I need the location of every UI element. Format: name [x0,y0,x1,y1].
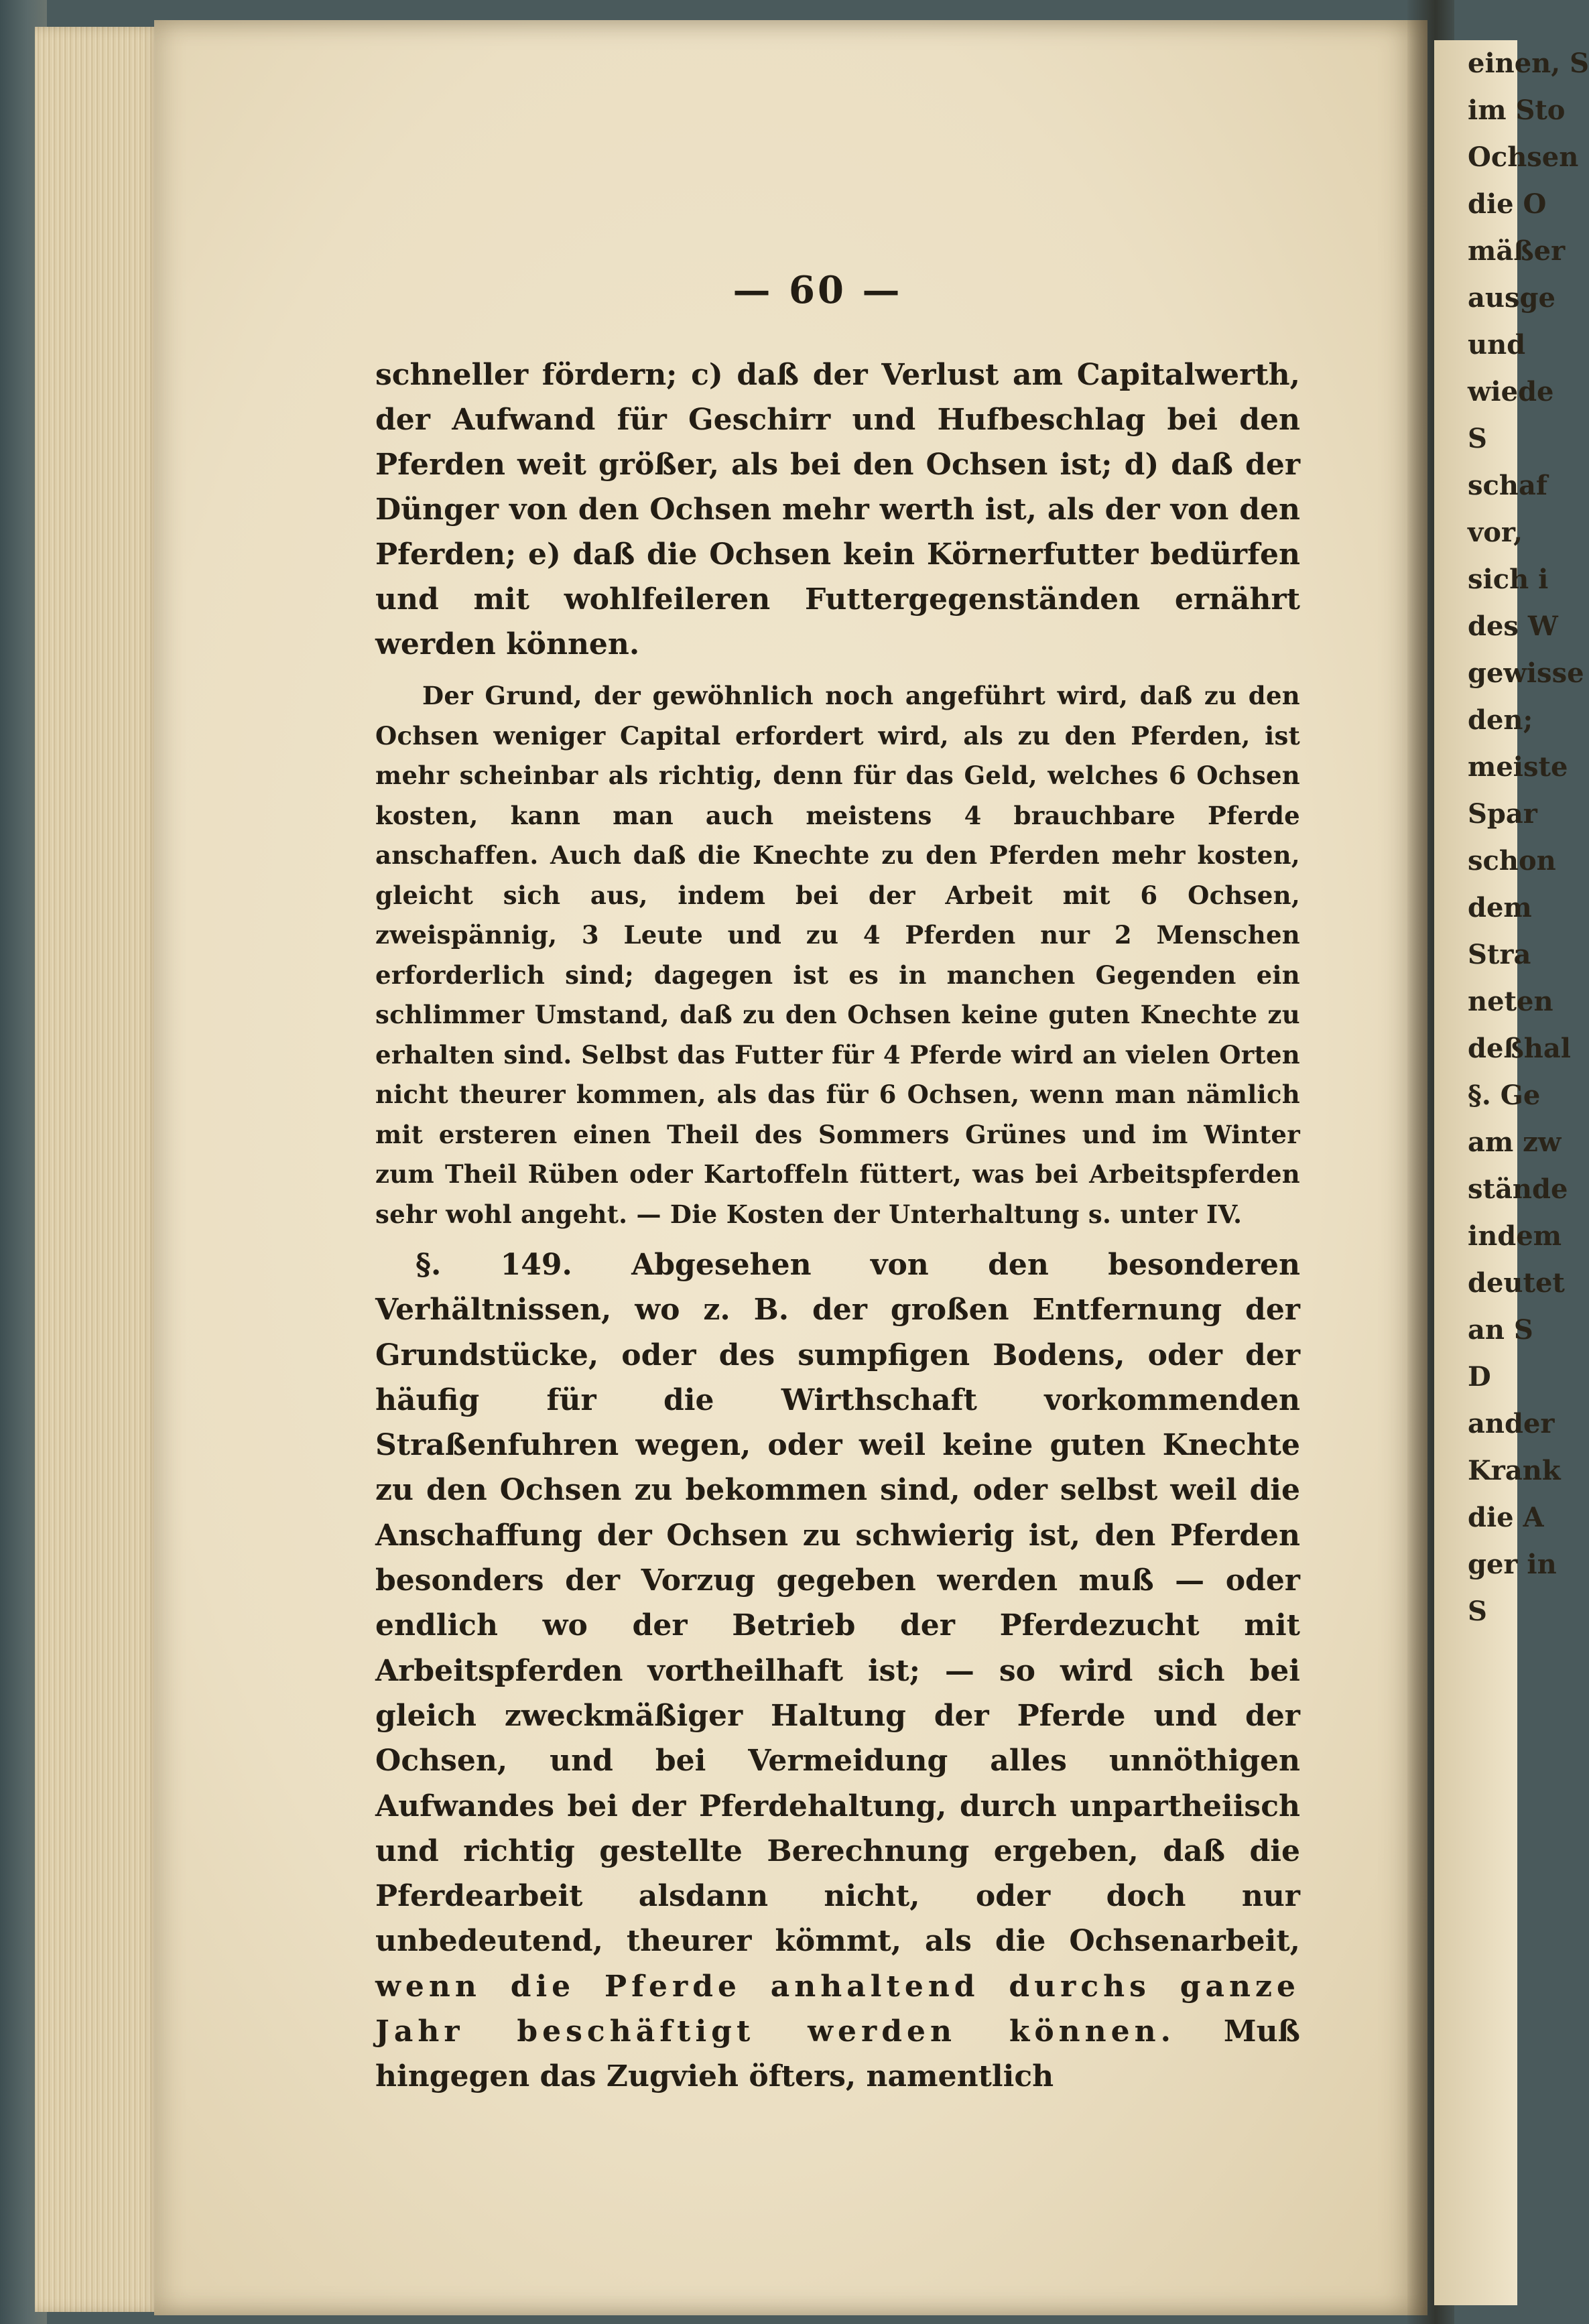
facing-line: stände [1468,1173,1568,1205]
facing-line: schon [1468,845,1556,877]
facing-line: und [1468,329,1526,361]
section-149-main-text: §. 149. Abgesehen von den besonderen Verhältnissen, wo z. B. der großen Entfernung der Grundstücke, oder des sumpfigen Bodens, oder der häufig für die Wirthschaft vorkommenden Straßenfuhren wegen, oder weil keine guten Knechte zu den Ochsen zu bekommen sind, oder selbst weil die Anschaffung der Ochsen zu schwierig ist, den Pferden besonders der Vorzug gegeben werden muß — oder endlich wo der Betrieb der Pferdezucht mit Arbeitspferden vortheilhaft ist; — so wird sich bei gleich zweckmäßiger Haltung der Pferde und der Ochsen, und bei Vermeidung alles unnöthigen Aufwandes bei der Pferdehaltung, durch unpartheiisch und richtig gestellte Berechnung ergeben, daß die Pferdearbeit alsdann nicht, oder doch nur unbedeutend, theurer kömmt, als die Ochsenarbeit, [375,1248,1300,1959]
facing-line: den; [1468,704,1533,736]
section-149-emphasis: wenn die Pferde anhaltend durchs ganze Jahr beschäftigt werden können. [375,1969,1300,2049]
facing-line: die A [1468,1502,1544,1533]
facing-line: wiede [1468,376,1554,407]
page-number-header: — 60 — [733,268,903,312]
facing-line: S [1468,1596,1487,1627]
facing-line: deßhal [1468,1033,1572,1064]
facing-line: ger in [1468,1549,1557,1580]
facing-line: mäßer [1468,235,1566,267]
paragraph-continuation: schneller fördern; c) daß der Verlust am Capitalwerth, der Aufwand für Geschirr und Hufbeschlag bei den Pferden weit größer, als bei den Ochsen ist; d) daß der Dünger von den Ochsen mehr werth ist, als der von den Pferden; e) daß die Ochsen kein Körnerfutter bedürfen und mit wohlfeileren Futtergegenständen ernährt werden können. [375,358,1300,661]
paragraph-note: Der Grund, der gewöhnlich noch angeführt wird, daß zu den Ochsen weniger Capital erfordert wird, als zu den Pferden, ist mehr scheinbar als richtig, denn für das Geld, welches 6 Ochsen kosten, kann man auch meistens 4 brauchbare Pferde anschaffen. Auch daß die Knechte zu den Pferden mehr kosten, gleicht sich aus, indem bei der Arbeit mit 6 Ochsen, zweispännig, 3 Leute und zu 4 Pferden nur 2 Menschen erforderlich sind; dagegen ist es in manchen Gegenden ein schlimmer Umstand, daß zu den Ochsen keine guten Knechte zu erhalten sind. Selbst das Futter für 4 Pferde wird an vielen Orten nicht theurer kommen, als das für 6 Ochsen, wenn man nämlich mit ersteren einen Theil des Sommers Grünes und im Winter zum Theil Rüben oder Kartoffeln füttert, was bei Arbeitspferden sehr wohl angeht. — Die Kosten der Unterhaltung s. unter IV. [375,681,1300,1229]
facing-line: Spar [1468,798,1537,830]
facing-line: ander [1468,1408,1555,1439]
facing-line: schaf [1468,470,1548,501]
facing-line: sich i [1468,564,1549,595]
facing-line: D [1468,1361,1491,1393]
facing-line: neten [1468,986,1553,1017]
facing-line: einen, S [1468,48,1589,79]
facing-line: indem [1468,1220,1562,1252]
facing-line: an S [1468,1314,1533,1346]
facing-line: gewisse [1468,657,1584,689]
facing-line: Ochsen [1468,141,1579,173]
facing-page-fragment [1434,40,1589,2305]
facing-line: vor, [1468,517,1523,548]
facing-line: die O [1468,188,1547,220]
facing-line: am zw [1468,1126,1562,1158]
facing-line: S [1468,423,1487,454]
facing-line: dem [1468,892,1532,923]
facing-line: §. Ge [1468,1080,1541,1111]
facing-line: des W [1468,610,1558,642]
facing-line: Stra [1468,939,1531,970]
page-text-block [375,268,1300,2100]
facing-line: ausge [1468,282,1555,314]
facing-line: meiste [1468,751,1568,783]
section-149-paragraph [375,1242,1300,2100]
section-149-tail: Muß hingegen das Zugvieh öfters, namentlich [375,2014,1300,2094]
page-stack-edges [35,27,162,2312]
facing-line: im Sto [1468,94,1566,126]
facing-line: Krank [1468,1455,1561,1486]
facing-line: deutet [1468,1267,1565,1299]
